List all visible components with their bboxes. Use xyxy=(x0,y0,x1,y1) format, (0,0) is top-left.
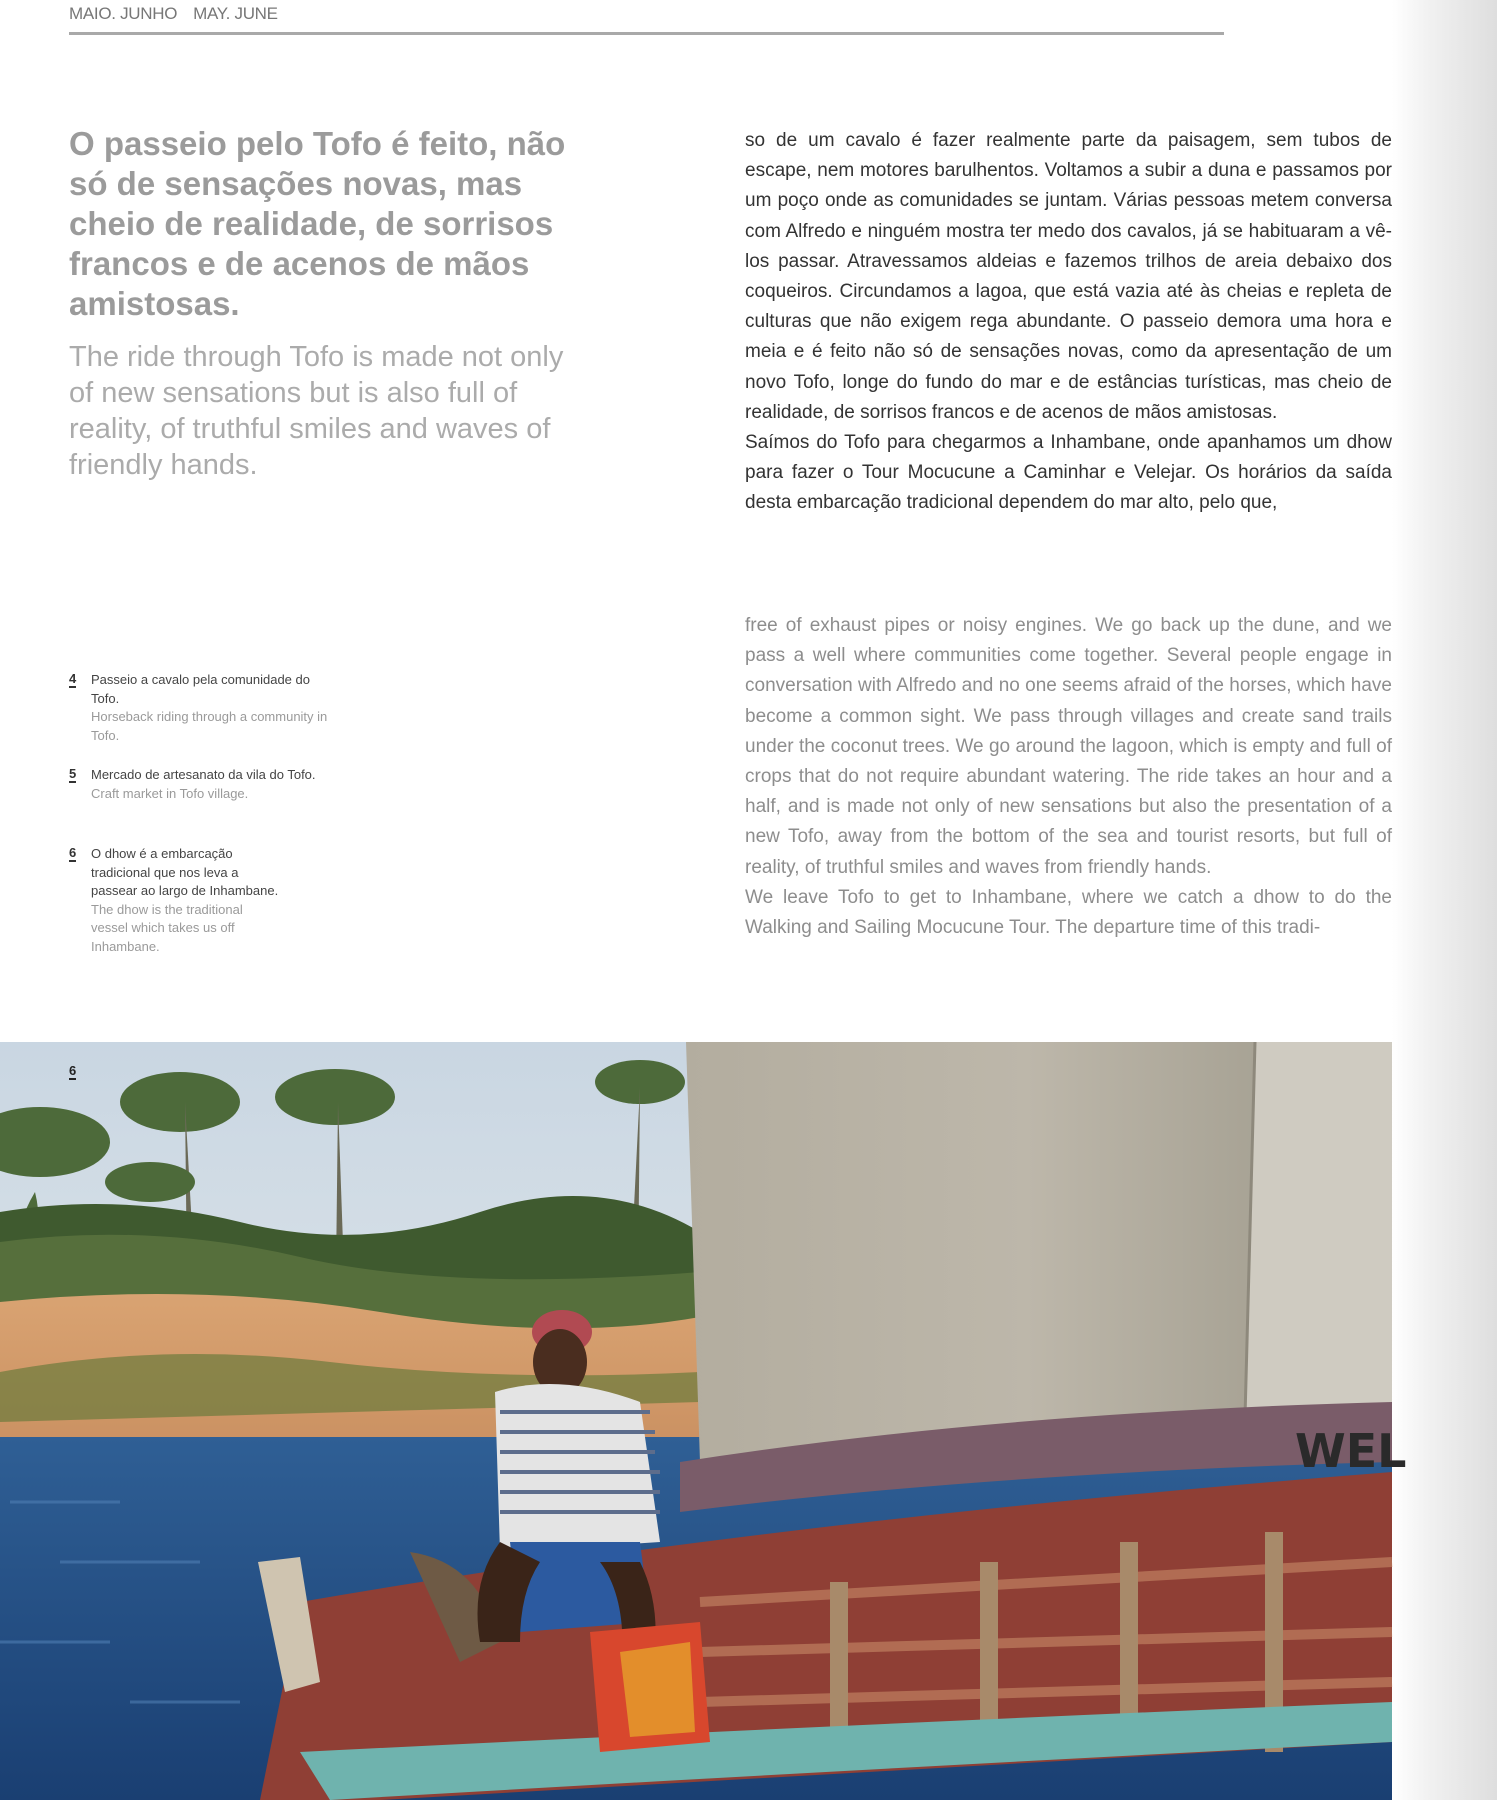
caption-number: 4 xyxy=(69,671,77,686)
issue-date-en: MAY. JUNE xyxy=(193,4,278,23)
pull-quote-en: The ride through Tofo is made not only of new sensations but is also full of reality, of truthful smiles and waves of friendly hands. xyxy=(69,341,564,481)
body-text-pt xyxy=(745,126,1392,519)
caption-5 xyxy=(69,766,329,803)
body-text-en xyxy=(745,611,1392,943)
caption-6 xyxy=(69,845,279,956)
caption-text-en: The dhow is the traditional vessel which takes us off Inhambane. xyxy=(91,901,243,954)
caption-text-en: Craft market in Tofo village. xyxy=(91,785,249,801)
body-en-paragraph: We leave Tofo to get to Inhambane, where we catch a dhow to do the Walking and Sailing Mocucune Tour. The departure time of this tradi- xyxy=(745,886,1392,939)
pull-quote-pt: O passeio pelo Tofo é feito, não só de sensações novas, mas cheio de realidade, de sorrisos francos e de acenos de mãos amistosas. xyxy=(69,125,566,322)
caption-number: 5 xyxy=(69,766,77,781)
caption-number: 6 xyxy=(69,845,77,860)
caption-text-en: Horseback riding through a community in Tofo. xyxy=(91,709,328,743)
caption-text-pt: Mercado de artesanato da vila do Tofo. xyxy=(91,767,316,782)
photo-number: 6 xyxy=(69,1063,77,1078)
body-en-paragraph: free of exhaust pipes or noisy engines. We go back up the dune, and we pass a well where communities come together. Several people engage in conversation with Alfredo and no one seems afraid of the horses, which have become a common sight. We pass through villages and create sand trails under the coconut trees. We go around the lagoon, which is empty and full of crops that do not require abundant watering. The ride takes an hour and a half, and is made not only of new sensations but also the presentation of a new Tofo, away from the bottom of the sea and tourist resorts, but full of reality, of truthful smiles and waves from friendly hands. xyxy=(745,615,1392,878)
caption-text-pt: O dhow é a embarcação tradicional que nos leva a passear ao largo de Inhambane. xyxy=(91,846,279,898)
caption-text-pt: Passeio a cavalo pela comunidade do Tofo. xyxy=(91,672,310,706)
issue-date-header xyxy=(69,4,278,24)
caption-4 xyxy=(69,671,329,745)
body-pt-paragraph: so de um cavalo é fazer realmente parte da paisagem, sem tubos de escape, nem motores barulhentos. Voltamos a subir a duna e passamos por um poço onde as comunidades se juntam. Várias pessoas metem conversa com Alfredo e ninguém mostra ter medo dos cavalos, já se habituaram a vê-los passar. Atravessamos aldeias e fazemos trilhos de areia debaixo dos coqueiros. Circundamos a lagoa, que está vazia até às cheias e repleta de culturas que não exigem rega abundante. O passeio demora uma hora e meia e é feito não só de sensações novas, como da apresentação de um novo Tofo, longe do fundo do mar e de estâncias turísticas, mas cheio de realidade, de sorrisos francos e de acenos de mãos amistosas. xyxy=(745,130,1392,423)
hull-lettering: WEL xyxy=(1295,1424,1407,1478)
dhow-photo xyxy=(0,1042,1407,1800)
issue-date-pt: MAIO. JUNHO xyxy=(69,4,178,23)
body-pt-paragraph: Saímos do Tofo para chegarmos a Inhambane, onde apanhamos um dhow para fazer o Tour Mocucune a Caminhar e Velejar. Os horários da saída desta embarcação tradicional dependem do mar alto, pelo que, xyxy=(745,432,1392,514)
header-rule xyxy=(69,32,1224,35)
page-edge-shadow xyxy=(1392,0,1497,1800)
